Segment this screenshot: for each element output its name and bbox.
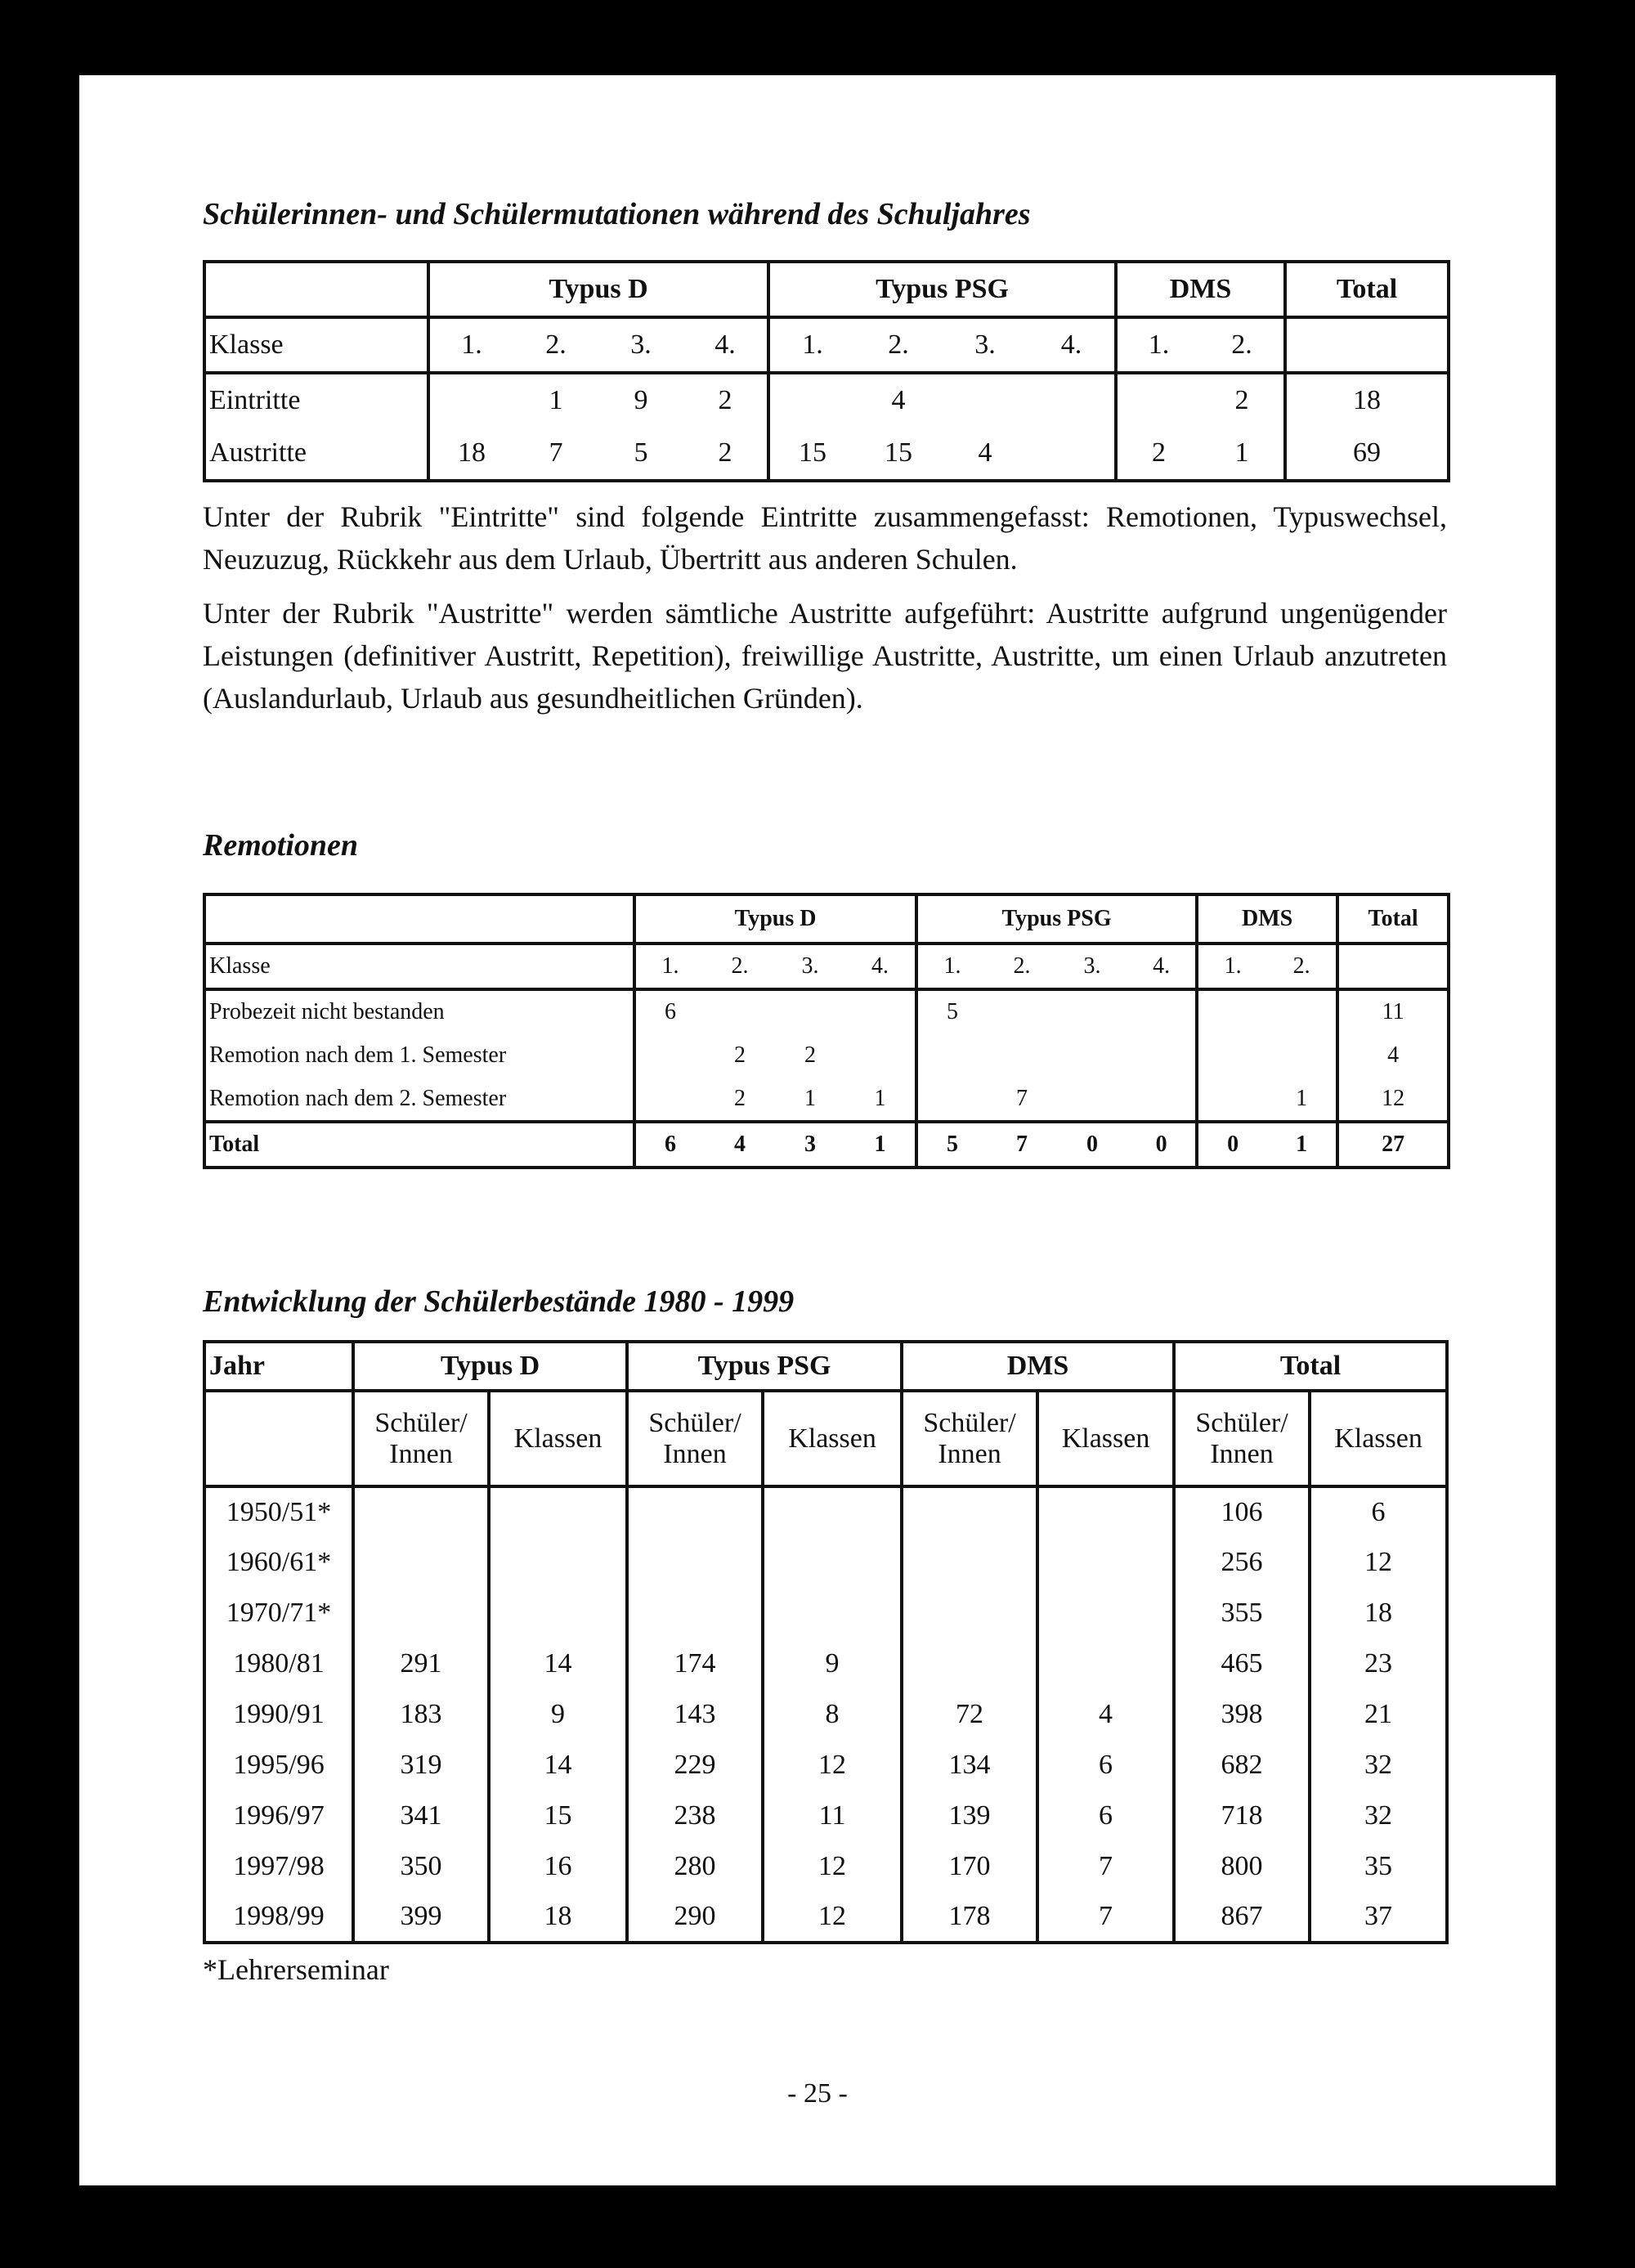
row-value: 12 [1310,1537,1447,1588]
row-value [987,1033,1057,1078]
row-value [1057,989,1127,1033]
klasse-header [1285,317,1449,373]
mutationen-table [203,260,1450,482]
row-value: 800 [1174,1841,1310,1892]
row-value: 32 [1310,1791,1447,1841]
klasse-header: 1. [916,944,987,989]
row-value: 256 [1174,1537,1310,1588]
row-value: 2 [1200,373,1285,427]
total-value: 3 [775,1122,845,1168]
total-value: 0 [1197,1122,1267,1168]
row-value [1057,1033,1127,1078]
row-label: Eintritte [204,373,428,427]
total-value: 5 [916,1122,987,1168]
row-value: 8 [763,1689,902,1740]
row-value: 6 [1037,1791,1174,1841]
row-value: 355 [1174,1588,1310,1638]
row-value: 35 [1310,1841,1447,1892]
row-value [1127,1078,1197,1122]
row-value: 682 [1174,1740,1310,1791]
row-value: 319 [353,1740,489,1791]
row-value: 9 [763,1638,902,1689]
row-value: 2 [705,1078,775,1122]
row-value [489,1537,627,1588]
row-value [1037,1588,1174,1638]
section-title-entwicklung: Entwicklung der Schülerbestände 1980 - 1999 [203,1284,795,1319]
row-value: 4 [1037,1689,1174,1740]
klasse-header: 4. [683,317,768,373]
row-value: 7 [987,1078,1057,1122]
year-cell: 1970/71* [204,1588,353,1638]
klasse-header: 1. [428,317,513,373]
row-value: 350 [353,1841,489,1892]
klassen-header: Klassen [763,1391,902,1486]
group-header-2: DMS [1197,894,1337,944]
klasse-header: 2. [855,317,942,373]
row-value: 16 [489,1841,627,1892]
row-value: 280 [627,1841,763,1892]
row-value [916,1033,987,1078]
klasse-header: 2. [1200,317,1285,373]
row-value [1267,989,1337,1033]
row-value: 69 [1285,427,1449,481]
row-value [353,1588,489,1638]
klasse-header: 3. [775,944,845,989]
row-value: 867 [1174,1892,1310,1943]
year-header: Jahr [204,1342,353,1391]
row-value: 398 [1174,1689,1310,1740]
total-value: 0 [1057,1122,1127,1168]
row-value: 341 [353,1791,489,1841]
row-value: 18 [428,427,513,481]
row-value [1197,1033,1267,1078]
row-value [1057,1078,1127,1122]
row-value: 4 [891,385,906,415]
total-value: 4 [705,1122,775,1168]
klasse-header: 4. [1028,317,1116,373]
table-cell [204,894,634,944]
row-value: 291 [353,1638,489,1689]
row-value: 9 [634,385,648,415]
row-value [1267,1033,1337,1078]
row-value [763,1537,902,1588]
row-value [627,1537,763,1588]
total-value: 1 [845,1122,916,1168]
klassen-header: Klassen [1310,1391,1447,1486]
row-value [705,989,775,1033]
klasse-label: Klasse [204,944,634,989]
row-value: 12 [763,1892,902,1943]
row-value: 15 [855,427,942,481]
row-value [1028,427,1116,481]
klasse-label: Klasse [204,317,428,373]
row-value: 170 [902,1841,1037,1892]
total-value: 0 [1127,1122,1197,1168]
row-value: 9 [489,1689,627,1740]
row-value: 15 [768,427,855,481]
row-value: 4 [942,427,1028,481]
row-value: 1 [775,1078,845,1122]
row-value: 2 [734,1042,746,1068]
group-header-3: Total [1174,1342,1447,1391]
remotionen-table [203,893,1450,1169]
schueler-header: Schüler/ Innen [1174,1391,1310,1486]
row-value [1197,989,1267,1033]
group-header-3: Total [1285,262,1449,317]
schueler-header: Schüler/ Innen [627,1391,763,1486]
row-value [763,1486,902,1537]
group-header-0: Typus D [634,894,916,944]
group-header-1: Typus PSG [916,894,1197,944]
row-value: 143 [627,1689,763,1740]
row-value [1127,989,1197,1033]
row-value [902,1537,1037,1588]
schuelerbestaende-table [203,1340,1449,1944]
row-value [845,989,916,1033]
row-value: 5 [598,427,683,481]
row-value: 21 [1310,1689,1447,1740]
year-cell: 1995/96 [204,1740,353,1791]
group-header-1: Typus PSG [768,262,1116,317]
row-value: 14 [489,1740,627,1791]
row-label: Probezeit nicht bestanden [204,989,634,1033]
klasse-header: 2. [1267,944,1337,989]
row-value [634,1078,705,1122]
row-value: 134 [902,1740,1037,1791]
total-value: 27 [1337,1122,1449,1168]
klassen-header: Klassen [1037,1391,1174,1486]
row-value: 238 [627,1791,763,1841]
group-header-0: Typus D [353,1342,627,1391]
klasse-header: 3. [942,317,1028,373]
klasse-header: 4. [1127,944,1197,989]
row-value: 7 [1037,1892,1174,1943]
row-value: 1 [1200,427,1285,481]
klasse-header: 2. [987,944,1057,989]
row-value [1028,373,1116,427]
row-value [902,1588,1037,1638]
section-title-mutationen: Schülerinnen- und Schülermutationen während des Schuljahres [203,197,1031,231]
row-value: 139 [902,1791,1037,1841]
total-value: 1 [1267,1122,1337,1168]
total-label: Total [204,1122,634,1168]
row-value: 1 [1267,1078,1337,1122]
row-value: 14 [489,1638,627,1689]
total-value: 6 [634,1122,705,1168]
group-header-2: DMS [902,1342,1174,1391]
klasse-header: 1. [634,944,705,989]
row-value: 290 [627,1892,763,1943]
page-number: - 25 - [787,2078,848,2109]
row-value: 178 [902,1892,1037,1943]
row-value: 12 [763,1740,902,1791]
row-value [902,1486,1037,1537]
row-value [353,1486,489,1537]
table-cell [204,262,428,317]
row-value: 229 [627,1740,763,1791]
row-value: 11 [1337,989,1449,1033]
row-value: 1 [549,385,563,415]
row-value: 106 [1174,1486,1310,1537]
klasse-header: 1. [1197,944,1267,989]
row-value: 72 [902,1689,1037,1740]
paragraph-eintritte: Unter der Rubrik "Eintritte" sind folgende Eintritte zusammengefasst: Remotionen, Typuswechsel, Neuzuzug, Rückkehr aus dem Urlaub, Übertritt aus anderen Schulen. [203,500,1447,576]
section-title-remotionen: Remotionen [203,828,359,863]
row-value: 4 [1337,1033,1449,1078]
row-value: 1 [845,1078,916,1122]
row-value: 465 [1174,1638,1310,1689]
klasse-header: 3. [598,317,683,373]
row-value [1127,1033,1197,1078]
row-value [1197,1078,1267,1122]
row-value: 12 [1337,1078,1449,1122]
row-value: 399 [353,1892,489,1943]
row-value [634,1033,705,1078]
row-value [987,989,1057,1033]
row-value: 6 [1310,1486,1447,1537]
row-label: Austritte [204,427,428,481]
row-value: 32 [1310,1740,1447,1791]
row-label: Remotion nach dem 2. Semester [204,1078,634,1122]
footnote: *Lehrerseminar [203,1953,389,1986]
year-cell: 1996/97 [204,1791,353,1841]
schueler-header: Schüler/ Innen [353,1391,489,1486]
row-value [845,1033,916,1078]
row-value: 2 [1116,427,1200,481]
klasse-header: 2. [705,944,775,989]
row-value: 7 [513,427,598,481]
row-value [1037,1638,1174,1689]
row-label: Remotion nach dem 1. Semester [204,1033,634,1078]
klassen-header: Klassen [489,1391,627,1486]
klasse-header: 3. [1057,944,1127,989]
row-value: 18 [489,1892,627,1943]
year-cell: 1990/91 [204,1689,353,1740]
row-value [775,989,845,1033]
row-value [916,1078,987,1122]
klasse-header: 2. [513,317,598,373]
row-value [489,1486,627,1537]
row-value: 2 [804,1042,816,1068]
row-value [627,1588,763,1638]
row-value [1116,373,1200,427]
row-value: 718 [1174,1791,1310,1841]
table-cell [204,1391,353,1486]
schueler-header: Schüler/ Innen [902,1391,1037,1486]
total-value: 7 [987,1122,1057,1168]
row-value [428,373,513,427]
klasse-header: 1. [1116,317,1200,373]
row-value [1037,1537,1174,1588]
row-value: 174 [627,1638,763,1689]
group-header-2: DMS [1116,262,1285,317]
row-value [627,1486,763,1537]
row-value: 12 [763,1841,902,1892]
year-cell: 1980/81 [204,1638,353,1689]
year-cell: 1998/99 [204,1892,353,1943]
row-value [942,373,1028,427]
row-value [353,1537,489,1588]
row-value: 6 [1037,1740,1174,1791]
row-value: 23 [1310,1638,1447,1689]
row-value: 11 [763,1791,902,1841]
group-header-3: Total [1337,894,1449,944]
row-value: 18 [1310,1588,1447,1638]
year-cell: 1950/51* [204,1486,353,1537]
row-value [1037,1486,1174,1537]
row-value: 5 [947,999,959,1024]
row-value [768,373,855,427]
klasse-header: 4. [845,944,916,989]
klasse-header: 1. [768,317,855,373]
paragraph-austritte: Unter der Rubrik "Austritte" werden sämtliche Austritte aufgeführt: Austritte aufgrund ungenügender Leistungen (definitiver Austritt, Repetition), freiwillige Austritte, Austritte, um einen Urlaub anzutreten (Auslandurlaub, Urlaub aus gesundheitlichen Gründen). [203,597,1447,715]
row-value: 2 [683,373,768,427]
klasse-header [1337,944,1449,989]
row-value: 2 [683,427,768,481]
group-header-0: Typus D [428,262,768,317]
row-value [489,1588,627,1638]
row-value: 37 [1310,1892,1447,1943]
year-cell: 1997/98 [204,1841,353,1892]
row-value: 18 [1285,373,1449,427]
row-value: 6 [665,999,676,1024]
row-value: 183 [353,1689,489,1740]
row-value: 15 [489,1791,627,1841]
year-cell: 1960/61* [204,1537,353,1588]
row-value: 7 [1037,1841,1174,1892]
row-value [902,1638,1037,1689]
row-value [763,1588,902,1638]
group-header-1: Typus PSG [627,1342,902,1391]
